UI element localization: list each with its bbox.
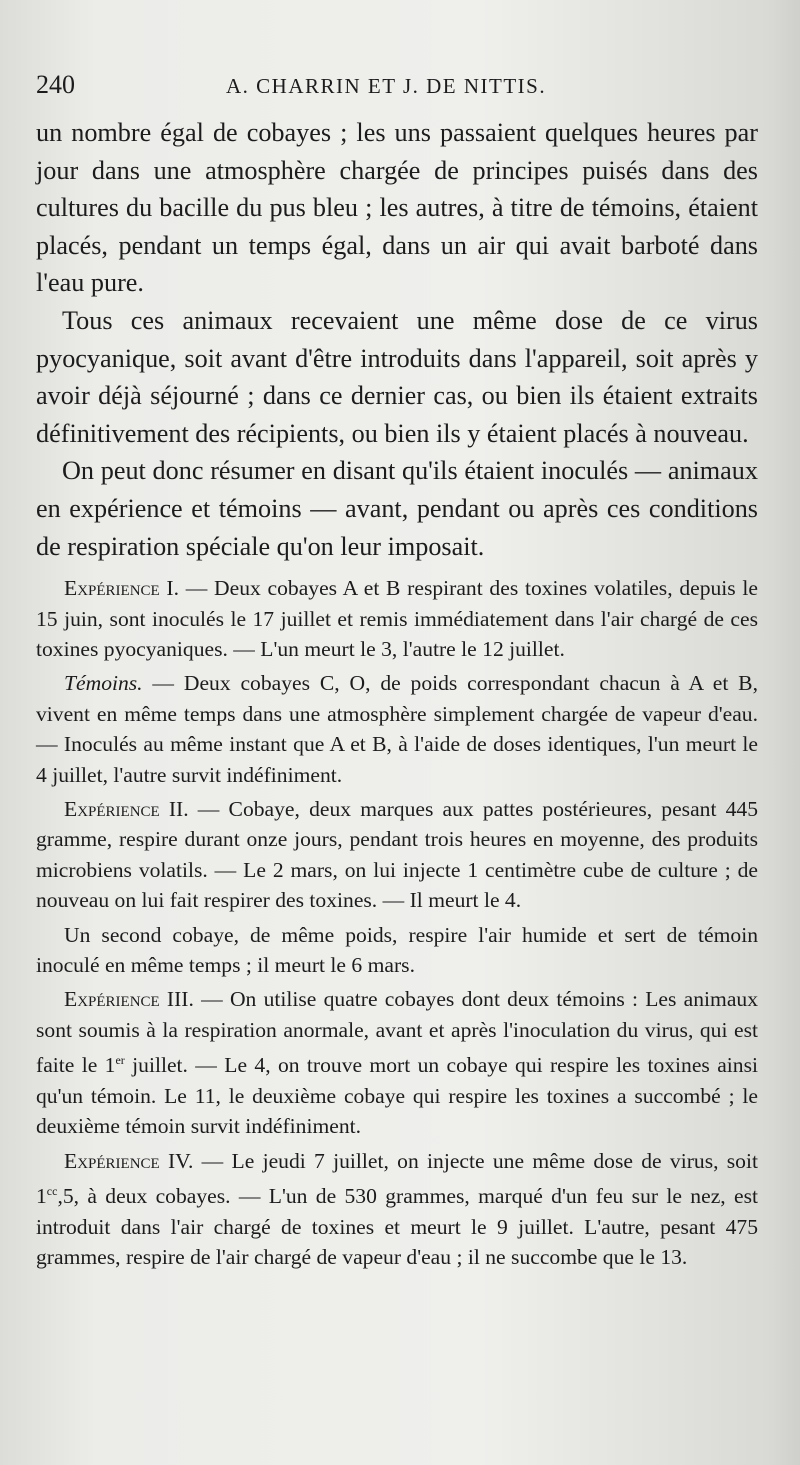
experiment-2-text: — Cobaye, deux marques aux pattes postérieures, pesant 445 gramme, respire durant onze jours, pendant trois heures en moyenne, des produits microbiens volatils. — Le 2 mars, on lui injecte 1 centimètre cube de culture ; de nouveau on lui fait respirer des toxines. — Il meurt le 4. (36, 796, 759, 913)
experiments-section (36, 573, 758, 1272)
experiment-4-label: Expérience IV. (64, 1148, 194, 1173)
experiment-2 (36, 794, 758, 916)
main-text (36, 114, 758, 565)
experiment-1 (36, 573, 758, 664)
paragraph-3: On peut donc résumer en disant qu'ils étaient inoculés — animaux en expérience et témoins — avant, pendant ou après ces conditions de respiration spéciale qu'on leur imposait. (36, 456, 758, 561)
temoins-paragraph (36, 668, 758, 790)
page-number: 240 (36, 70, 75, 99)
experiment-2-second: Un second cobaye, de même poids, respire l'air humide et sert de témoin inoculé en même temps ; il meurt le 6 mars. (36, 922, 758, 977)
experiment-2-label: Expérience II. (64, 796, 189, 821)
paragraph-1: un nombre égal de cobayes ; les uns passaient quelques heures par jour dans une atmosphère chargée de principes puisés dans des cultures du bacille du pus bleu ; les autres, à titre de témoins, étaient placés, pendant un temps égal, dans un air qui avait barboté dans l'eau pure. (36, 118, 758, 298)
experiment-3-label: Expérience III. (64, 987, 194, 1012)
experiment-3 (36, 984, 758, 1141)
temoins-label: Témoins. (64, 671, 143, 696)
experiment-4-text-b: ,5, à deux cobayes. — L'un de 530 grammes, marqué d'un feu sur le nez, est introduit dans l'air chargé de toxines et meurt le 9 juillet. L'autre, pesant 475 grammes, respire de l'air chargé de vapeur d'eau ; il ne succombe que le 13. (36, 1184, 758, 1270)
experiment-4-text-a: — Le jeudi 7 juillet, on injecte une même dose de virus, soit 1 (36, 1148, 758, 1209)
experiment-3-text-b: juillet. — Le 4, on trouve mort un cobaye qui respire les toxines ainsi qu'un témoin. Le 11, le deuxième cobaye qui respire les toxines a succombé ; le deuxième témoin survit indéfiniment. (36, 1053, 758, 1139)
experiment-1-text: — Deux cobayes A et B respirant des toxines volatiles, depuis le 15 juin, sont inoculés le 17 juillet et remis immédiatement dans l'air chargé de ces toxines pyocyaniques. — L'un meurt le 3, l'autre le 12 juillet. (36, 576, 759, 661)
running-head: A. CHARRIN ET J. DE NITTIS. (226, 74, 547, 98)
paragraph-2: Tous ces animaux recevaient une même dose de ce virus pyocyanique, soit avant d'être introduits dans l'appareil, soit après y avoir déjà séjourné ; dans ce dernier cas, ou bien ils étaient extraits définitivement des récipients, ou bien ils y étaient placés à nouveau. (36, 305, 758, 448)
experiment-4-sup: cc (46, 1184, 58, 1199)
experiment-3-text-a: — On utilise quatre cobayes dont deux témoins : Les animaux sont soumis à la respiration anormale, avant et après l'inoculation du virus, qui est faite le 1 (36, 987, 758, 1078)
experiment-1-label: Expérience I. (64, 576, 180, 601)
experiment-3-sup: er (115, 1053, 125, 1068)
page-header (36, 70, 758, 114)
experiment-4 (36, 1146, 758, 1273)
temoins-text: — Deux cobayes C, O, de poids correspondant chacun à A et B, vivent en même temps dans une atmosphère simplement chargée de vapeur d'eau. — Inoculés au même instant que A et B, à l'aide de doses identiques, l'un meurt le 4 juillet, l'autre survit indéfiniment. (36, 671, 758, 787)
